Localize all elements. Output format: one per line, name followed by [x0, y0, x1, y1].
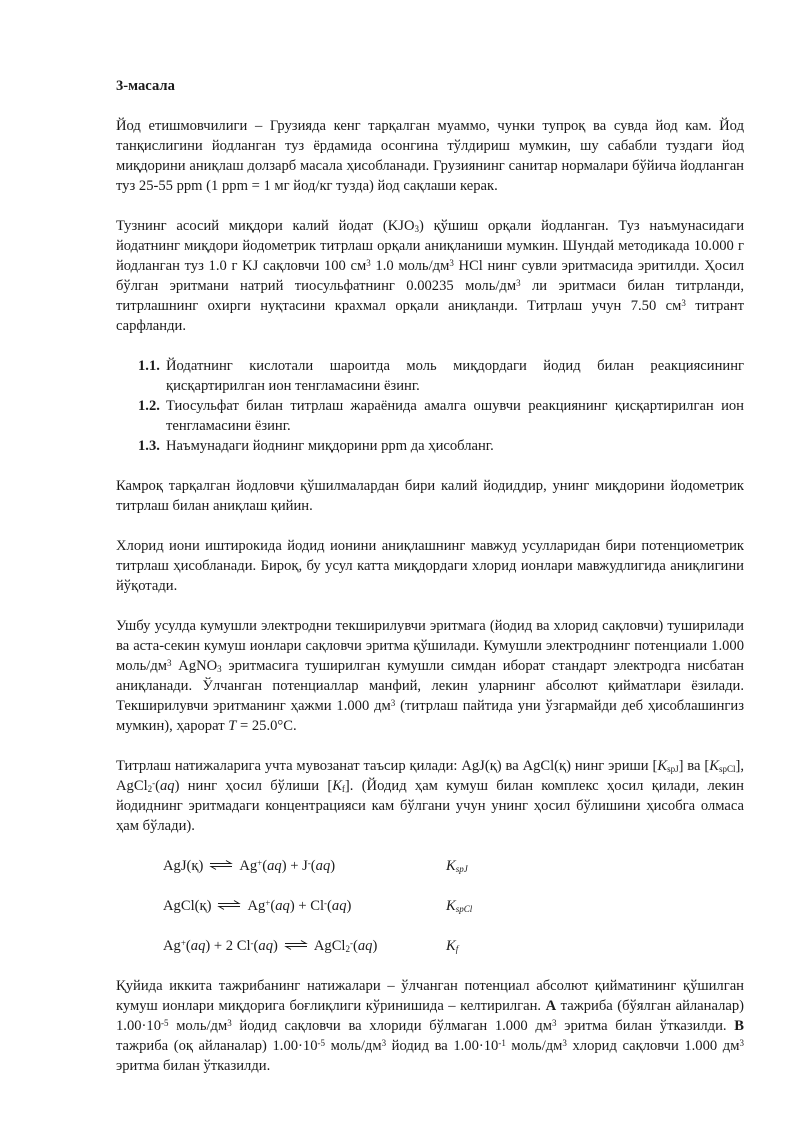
- problem-title: 3-масала: [116, 78, 175, 94]
- iodide-paragraph: Камроқ тарқалган йодловчи қўшилмалардан бири калий йодиддир, унинг миқдорини йодометрик титрлаш билан аниқлаш қийин.: [116, 478, 744, 514]
- equilibria-paragraph: Титрлаш натижаларига учта мувозанат таъсир қилади: AgJ(қ) ва AgCl(қ) нинг эриши $[K_{spJ}]$ ва $[K_{spCl}]$, AgCl$_2$-(aq) нинг ҳосил бўлиши $[K_f]$. (Йодид ҳам кумуш билан комплекс ҳосил қилади, лекин йодиднинг эритмадаги концентрацияси кам бўлгани учун унинг ҳосил бўлишини ҳисобга олмаса ҳам бўлади).: [116, 758, 744, 834]
- experiments-paragraph: Қуйида иккита тажрибанинг натижалари – ўлчанган потенциал абсолют қийматининг қўшилган кумуш ионлари миқдорига боғлиқлиги кўринишида – келтирилган. A тажриба (бўялган айланалар) $1.00\cdot 10^{-5}$ моль/$дм^3$ йодид сақловчи ва хлориди бўлмаган 1.000 $дм^3$ эритма билан ўтказилди. B тажриба (оқ айланалар) $1.00\cdot 10^{-5}$ моль/$дм^3$ йодид ва $1.00\cdot 10^{-1}$ моль/$дм^3$ хлорид сақловчи 1.000 $дм^3$ эритма билан ўтказилди.: [116, 978, 744, 1074]
- equilibrium-equations: [116, 856, 744, 956]
- method-paragraph: Тузнинг асосий миқдори калий йодат $(KJO_3)$ қўшиш орқали йодланган. Туз наъмунасидаги йодатнинг миқдори йодометрик титрлаш орқали аниқланиши мумкин. Шундай методикада 10.000 г йодланган туз 1.0 г KJ сақловчи 100 $см^3$ 1.0 моль/$дм^3$ HCl нинг сувли эритмасида эритилди. Ҳосил бўлган эритмани натрий тиосульфатнинг 0.00235 моль/$дм^3$ ли эритмаси билан титрланди, титрлашнинг охирги нуқтасини крахмал орқали аниқланди. Титрлаш учун 7.50 $см^3$ титрант сарфланди.: [116, 218, 744, 334]
- equation-agcl: AgCl(қ) Ag+(aq) + Cl-(aq) $K_{spCl}$: [163, 898, 473, 914]
- document-body: [116, 76, 744, 1096]
- task-item: 1.3. Наъмунадаги йоднинг миқдорини ppm да ҳисобланг.: [138, 438, 494, 454]
- task-list: [116, 356, 744, 456]
- electrode-paragraph: Ушбу усулда кумушли электродни текширилувчи эритмага (йодид ва хлорид сақловчи) туширилади ва аста-секин кумуш ионлари сақловчи эритма қўшилади. Кумушли электроднинг потенциали 1.000 моль/$дм^3$ AgNO$_3$ эритмасига туширилган кумушли симдан иборат стандарт электродга нисбатан аниқланади. Ўлчанган потенциаллар манфий, лекин уларнинг абсолют қийматлари ёзилади. Текширилувчи эритманинг ҳажми 1.000 $дм^3$ (титрлаш пайтида уни ўзгармайди деб ҳисоблашингиз мумкин), ҳарорат T = 25.0°C.: [116, 618, 744, 734]
- potentiometry-paragraph: Хлорид иони иштирокида йодид ионини аниқлашнинг мавжуд усулларидан бири потенциометрик титрлаш ҳисобланади. Бироқ, бу усул катта миқдордаги хлорид ионлари мавжудлигида аниқлигини йўқотади.: [116, 538, 744, 594]
- equation-complex: Ag+(aq) + 2 Cl-(aq) AgCl$_2$-(aq) $K_f$: [163, 938, 459, 954]
- equation-agj: AgJ(қ) Ag+(aq) + J-(aq) $K_{spJ}$: [163, 858, 468, 874]
- intro-paragraph: Йод етишмовчилиги – Грузияда кенг тарқалган муаммо, чунки тупроқ ва сувда йод кам. Йод танқислигини йодланган туз ёрдамида осонгина тўлдириш мумкин, шу сабабли туздаги йод миқдорини аниқлаш долзарб масала ҳисобланади. Грузиянинг санитар нормалари бўйича йодланган туз 25-55 ppm (1 ppm = 1 мг йод/кг тузда) йод сақлаши керак.: [116, 118, 744, 194]
- equilibrium-arrow-icon: [217, 900, 241, 910]
- task-item: 1.1. Йодатнинг кислотали шароитда моль миқдордаги йодид билан реакциясининг қисқартирилган ион тенгламасини ёзинг.: [138, 358, 744, 394]
- equilibrium-arrow-icon: [284, 940, 308, 950]
- equilibrium-arrow-icon: [209, 860, 233, 870]
- task-item: 1.2. Тиосульфат билан титрлаш жараёнида амалга ошувчи реакциянинг қисқартирилган ион тенгламасини ёзинг.: [138, 398, 744, 434]
